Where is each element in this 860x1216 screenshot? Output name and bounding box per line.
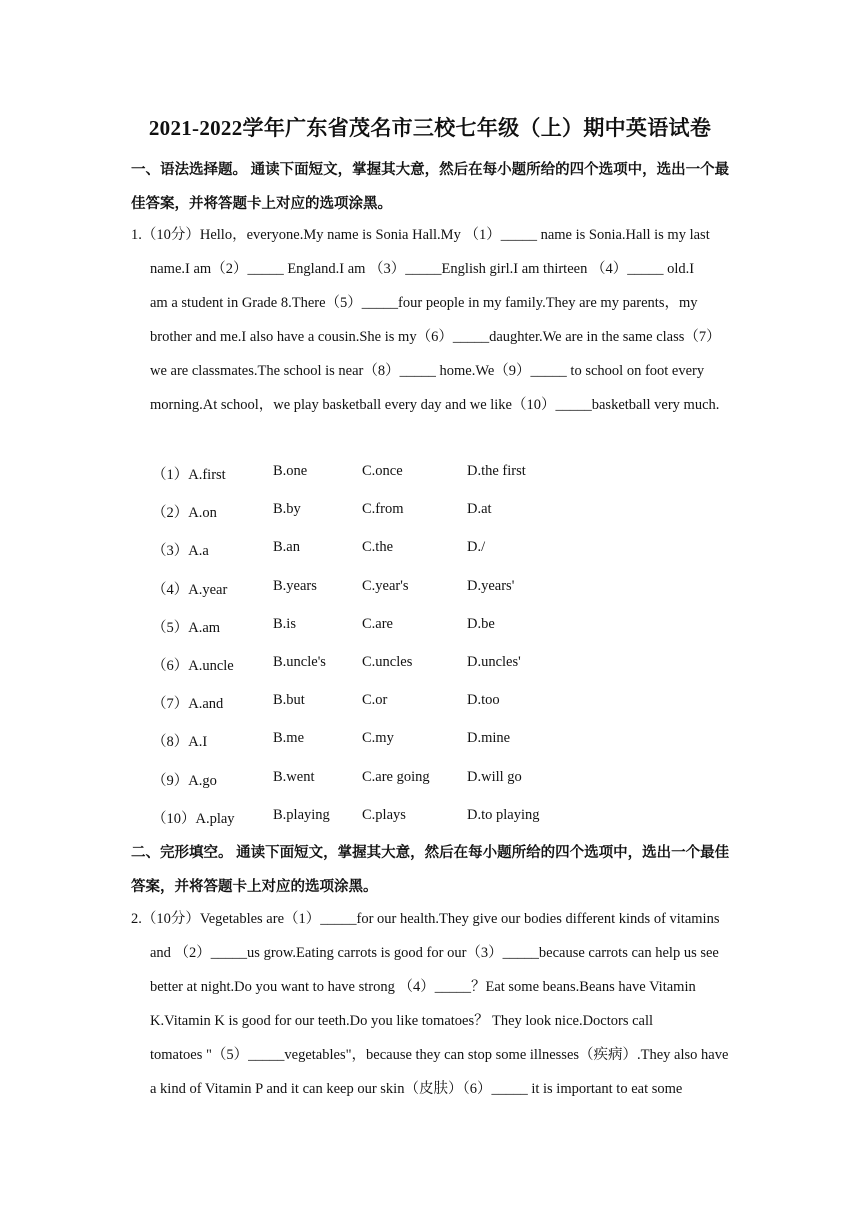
option-c: C.the — [362, 539, 394, 556]
question-1-passage — [131, 218, 731, 422]
option-c: C.plays — [362, 806, 406, 823]
passage-line: and （2）_____us grow.Eating carrots is good for our（3）_____because carrots can help us see — [150, 945, 719, 961]
option-d: D.to playing — [467, 806, 540, 823]
option-c: C.year's — [362, 577, 409, 594]
option-d: D.mine — [467, 730, 511, 747]
passage-line: brother and me.I also have a cousin.She is my（6）_____daughter.We are in the same class（7） — [150, 329, 721, 345]
option-c: C.uncles — [362, 654, 413, 670]
passage-line: we are classmates.The school is near（8）_____ home.We（9）_____ to school on foot every — [150, 363, 705, 379]
section-2-heading: 二、完形填空。 通读下面短文，掌握其大意，然后在每小题所给的四个选项中，选出一个最佳答案，并将答题卡上对应的选项涂黑。 — [131, 845, 730, 895]
option-d: D.at — [467, 501, 492, 518]
option-b: B.playing — [273, 806, 330, 823]
passage-line: name.I am（2）_____ England.I am （3）_____English girl.I am thirteen （4）_____ old.I — [150, 261, 695, 277]
option-c: C.are — [362, 615, 393, 632]
option-b: B.years — [273, 577, 317, 594]
option-b: B.went — [273, 768, 315, 785]
passage-line: 1.（10分）Hello，everyone.My name is Sonia Hall.My （1）_____ name is Sonia.Hall is my last — [131, 227, 710, 243]
passage-line: a kind of Vitamin P and it can keep our skin（皮肤）（6）_____ it is important to eat some — [150, 1081, 683, 1097]
option-number-a: （2）A.on — [152, 505, 217, 522]
option-number-a: （7）A.and — [152, 696, 224, 713]
option-d: D.uncles' — [467, 654, 521, 670]
option-d: D.will go — [467, 768, 522, 785]
option-c: C.my — [362, 730, 394, 747]
page-title: 2021-2022学年广东省茂名市三校七年级（上）期中英语试卷 — [148, 116, 712, 140]
option-c: C.from — [362, 501, 404, 518]
question-2-passage — [131, 902, 731, 1106]
option-b: B.uncle's — [273, 654, 326, 670]
option-d: D.be — [467, 615, 495, 632]
option-b: B.one — [273, 463, 308, 479]
option-b: B.me — [273, 730, 305, 747]
option-d: D.too — [467, 692, 500, 709]
section-1-heading: 一、语法选择题。 通读下面短文，掌握其大意，然后在每小题所给的四个选项中，选出一个最佳答案，并将答题卡上对应的选项涂黑。 — [131, 162, 730, 212]
passage-line: morning.At school，we play basketball every day and we like（10）_____basketball very much. — [150, 397, 720, 413]
option-number-a: （8）A.I — [152, 734, 208, 751]
option-c: C.or — [362, 692, 388, 709]
option-b: B.is — [273, 615, 296, 632]
passage-line: am a student in Grade 8.There（5）_____four people in my family.They are my parents，my — [150, 295, 698, 311]
option-number-a: （5）A.am — [152, 619, 221, 636]
option-b: B.by — [273, 501, 301, 518]
option-c: C.are going — [362, 768, 430, 785]
passage-line: tomatoes "（5）_____vegetables"，because they can stop some illnesses（疾病）.They also have — [150, 1047, 729, 1063]
option-number-a: （9）A.go — [152, 772, 217, 789]
passage-line: better at night.Do you want to have strong （4）_____？Eat some beans.Beans have Vitamin — [150, 979, 696, 995]
passage-line: K.Vitamin K is good for our teeth.Do you like tomatoes？ They look nice.Doctors call — [150, 1013, 654, 1029]
option-d: D./ — [467, 539, 486, 556]
option-b: B.an — [273, 539, 300, 556]
option-b: B.but — [273, 692, 305, 709]
option-number-a: （3）A.a — [152, 543, 209, 560]
option-number-a: （10）A.play — [152, 810, 235, 827]
option-number-a: （6）A.uncle — [152, 658, 234, 674]
option-number-a: （4）A.year — [152, 581, 228, 598]
option-d: D.the first — [467, 463, 526, 479]
option-d: D.years' — [467, 577, 515, 594]
option-number-a: （1）A.first — [152, 467, 226, 483]
passage-line: 2.（10分）Vegetables are（1）_____for our health.They give our bodies different kinds of vitamins — [131, 911, 720, 927]
option-c: C.once — [362, 463, 403, 479]
